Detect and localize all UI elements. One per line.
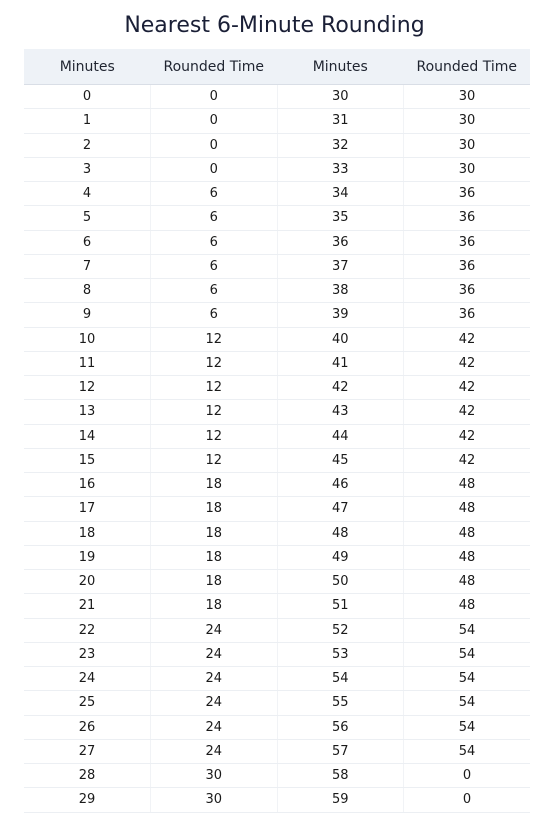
table-row xyxy=(24,497,530,521)
rounded-time-right-cell: 42 xyxy=(404,376,531,400)
rounded-time-left-cell: 6 xyxy=(151,254,278,278)
minutes-left-cell: 13 xyxy=(24,400,151,424)
minutes-left-cell: 4 xyxy=(24,182,151,206)
minutes-right-cell: 31 xyxy=(277,109,404,133)
table-row xyxy=(24,642,530,666)
minutes-left-cell: 20 xyxy=(24,570,151,594)
table-row xyxy=(24,667,530,691)
rounded-time-right-cell: 36 xyxy=(404,206,531,230)
rounded-time-right-cell: 54 xyxy=(404,618,531,642)
minutes-right-cell: 57 xyxy=(277,739,404,763)
minutes-right-cell: 35 xyxy=(277,206,404,230)
minutes-right-cell: 40 xyxy=(277,327,404,351)
minutes-right-cell: 54 xyxy=(277,667,404,691)
minutes-left-cell: 25 xyxy=(24,691,151,715)
minutes-left-cell: 0 xyxy=(24,85,151,109)
table-row xyxy=(24,254,530,278)
rounded-time-left-cell: 24 xyxy=(151,739,278,763)
rounded-time-right-cell: 30 xyxy=(404,133,531,157)
rounded-time-right-cell: 36 xyxy=(404,230,531,254)
minutes-left-cell: 28 xyxy=(24,764,151,788)
minutes-left-cell: 11 xyxy=(24,351,151,375)
rounded-time-left-cell: 12 xyxy=(151,351,278,375)
table-row xyxy=(24,400,530,424)
minutes-left-cell: 23 xyxy=(24,642,151,666)
rounded-time-left-cell: 18 xyxy=(151,545,278,569)
rounded-time-right-cell: 48 xyxy=(404,473,531,497)
rounded-time-right-cell: 30 xyxy=(404,157,531,181)
minutes-right-cell: 38 xyxy=(277,279,404,303)
minutes-left-cell: 15 xyxy=(24,448,151,472)
rounded-time-left-cell: 30 xyxy=(151,788,278,812)
rounded-time-left-cell: 6 xyxy=(151,230,278,254)
header-rounded-time-right: Rounded Time xyxy=(404,49,531,85)
minutes-left-cell: 10 xyxy=(24,327,151,351)
table-row xyxy=(24,206,530,230)
table-row xyxy=(24,279,530,303)
minutes-right-cell: 34 xyxy=(277,182,404,206)
minutes-right-cell: 53 xyxy=(277,642,404,666)
rounded-time-left-cell: 24 xyxy=(151,715,278,739)
table-row xyxy=(24,133,530,157)
minutes-left-cell: 12 xyxy=(24,376,151,400)
table-row xyxy=(24,85,530,109)
rounded-time-left-cell: 0 xyxy=(151,133,278,157)
table-row xyxy=(24,764,530,788)
table-row xyxy=(24,618,530,642)
table-row xyxy=(24,715,530,739)
minutes-left-cell: 2 xyxy=(24,133,151,157)
rounded-time-right-cell: 48 xyxy=(404,594,531,618)
minutes-right-cell: 36 xyxy=(277,230,404,254)
minutes-left-cell: 26 xyxy=(24,715,151,739)
table-row xyxy=(24,473,530,497)
rounded-time-right-cell: 42 xyxy=(404,351,531,375)
minutes-left-cell: 24 xyxy=(24,667,151,691)
rounded-time-left-cell: 6 xyxy=(151,182,278,206)
minutes-right-cell: 48 xyxy=(277,521,404,545)
rounded-time-right-cell: 42 xyxy=(404,424,531,448)
table-row xyxy=(24,521,530,545)
rounded-time-right-cell: 48 xyxy=(404,545,531,569)
rounded-time-left-cell: 12 xyxy=(151,400,278,424)
rounded-time-left-cell: 24 xyxy=(151,667,278,691)
rounded-time-left-cell: 6 xyxy=(151,279,278,303)
minutes-left-cell: 18 xyxy=(24,521,151,545)
minutes-left-cell: 1 xyxy=(24,109,151,133)
minutes-left-cell: 19 xyxy=(24,545,151,569)
minutes-right-cell: 50 xyxy=(277,570,404,594)
rounded-time-right-cell: 48 xyxy=(404,497,531,521)
minutes-left-cell: 5 xyxy=(24,206,151,230)
rounded-time-right-cell: 42 xyxy=(404,448,531,472)
rounded-time-right-cell: 42 xyxy=(404,327,531,351)
minutes-right-cell: 42 xyxy=(277,376,404,400)
table-row xyxy=(24,448,530,472)
minutes-right-cell: 41 xyxy=(277,351,404,375)
minutes-left-cell: 16 xyxy=(24,473,151,497)
rounded-time-right-cell: 36 xyxy=(404,303,531,327)
rounded-time-right-cell: 0 xyxy=(404,764,531,788)
table-row xyxy=(24,109,530,133)
minutes-right-cell: 47 xyxy=(277,497,404,521)
rounded-time-left-cell: 12 xyxy=(151,327,278,351)
minutes-left-cell: 21 xyxy=(24,594,151,618)
rounded-time-right-cell: 30 xyxy=(404,109,531,133)
rounded-time-right-cell: 54 xyxy=(404,691,531,715)
minutes-right-cell: 32 xyxy=(277,133,404,157)
header-minutes-left: Minutes xyxy=(24,49,151,85)
rounded-time-left-cell: 12 xyxy=(151,424,278,448)
rounded-time-right-cell: 36 xyxy=(404,254,531,278)
rounded-time-right-cell: 42 xyxy=(404,400,531,424)
rounded-time-right-cell: 48 xyxy=(404,521,531,545)
minutes-right-cell: 43 xyxy=(277,400,404,424)
table-row xyxy=(24,182,530,206)
rounded-time-left-cell: 18 xyxy=(151,473,278,497)
table-row xyxy=(24,351,530,375)
minutes-right-cell: 45 xyxy=(277,448,404,472)
minutes-left-cell: 22 xyxy=(24,618,151,642)
table-row xyxy=(24,788,530,812)
minutes-left-cell: 29 xyxy=(24,788,151,812)
rounded-time-left-cell: 24 xyxy=(151,618,278,642)
minutes-right-cell: 33 xyxy=(277,157,404,181)
table-body xyxy=(24,85,530,813)
table-header xyxy=(24,49,530,85)
rounded-time-right-cell: 36 xyxy=(404,279,531,303)
rounded-time-left-cell: 24 xyxy=(151,691,278,715)
rounded-time-right-cell: 54 xyxy=(404,715,531,739)
rounded-time-left-cell: 18 xyxy=(151,570,278,594)
rounded-time-right-cell: 48 xyxy=(404,570,531,594)
minutes-right-cell: 49 xyxy=(277,545,404,569)
rounded-time-right-cell: 54 xyxy=(404,667,531,691)
rounded-time-left-cell: 18 xyxy=(151,521,278,545)
minutes-left-cell: 27 xyxy=(24,739,151,763)
table-row xyxy=(24,691,530,715)
rounded-time-left-cell: 24 xyxy=(151,642,278,666)
table-row xyxy=(24,545,530,569)
rounded-time-left-cell: 0 xyxy=(151,85,278,109)
rounded-time-left-cell: 30 xyxy=(151,764,278,788)
table-row xyxy=(24,230,530,254)
rounded-time-left-cell: 0 xyxy=(151,157,278,181)
table-row xyxy=(24,157,530,181)
minutes-left-cell: 6 xyxy=(24,230,151,254)
rounded-time-left-cell: 18 xyxy=(151,497,278,521)
minutes-right-cell: 37 xyxy=(277,254,404,278)
minutes-right-cell: 30 xyxy=(277,85,404,109)
minutes-left-cell: 7 xyxy=(24,254,151,278)
minutes-left-cell: 17 xyxy=(24,497,151,521)
table-row xyxy=(24,327,530,351)
header-rounded-time-left: Rounded Time xyxy=(151,49,278,85)
table-row xyxy=(24,376,530,400)
table-row xyxy=(24,570,530,594)
table-row xyxy=(24,739,530,763)
minutes-right-cell: 39 xyxy=(277,303,404,327)
header-minutes-right: Minutes xyxy=(277,49,404,85)
table-row xyxy=(24,303,530,327)
rounded-time-left-cell: 0 xyxy=(151,109,278,133)
minutes-left-cell: 8 xyxy=(24,279,151,303)
table-row xyxy=(24,424,530,448)
minutes-left-cell: 3 xyxy=(24,157,151,181)
minutes-right-cell: 52 xyxy=(277,618,404,642)
minutes-right-cell: 55 xyxy=(277,691,404,715)
rounded-time-left-cell: 12 xyxy=(151,448,278,472)
table-row xyxy=(24,594,530,618)
rounding-table xyxy=(24,49,530,813)
rounded-time-right-cell: 30 xyxy=(404,85,531,109)
rounded-time-left-cell: 12 xyxy=(151,376,278,400)
minutes-right-cell: 46 xyxy=(277,473,404,497)
minutes-right-cell: 44 xyxy=(277,424,404,448)
minutes-right-cell: 51 xyxy=(277,594,404,618)
rounded-time-right-cell: 36 xyxy=(404,182,531,206)
rounded-time-left-cell: 6 xyxy=(151,206,278,230)
rounded-time-right-cell: 0 xyxy=(404,788,531,812)
page-title: Nearest 6-Minute Rounding xyxy=(124,13,425,38)
header-row xyxy=(24,49,530,85)
rounded-time-right-cell: 54 xyxy=(404,642,531,666)
minutes-left-cell: 9 xyxy=(24,303,151,327)
rounded-time-right-cell: 54 xyxy=(404,739,531,763)
minutes-right-cell: 56 xyxy=(277,715,404,739)
rounded-time-left-cell: 6 xyxy=(151,303,278,327)
rounded-time-left-cell: 18 xyxy=(151,594,278,618)
minutes-right-cell: 59 xyxy=(277,788,404,812)
minutes-left-cell: 14 xyxy=(24,424,151,448)
minutes-right-cell: 58 xyxy=(277,764,404,788)
